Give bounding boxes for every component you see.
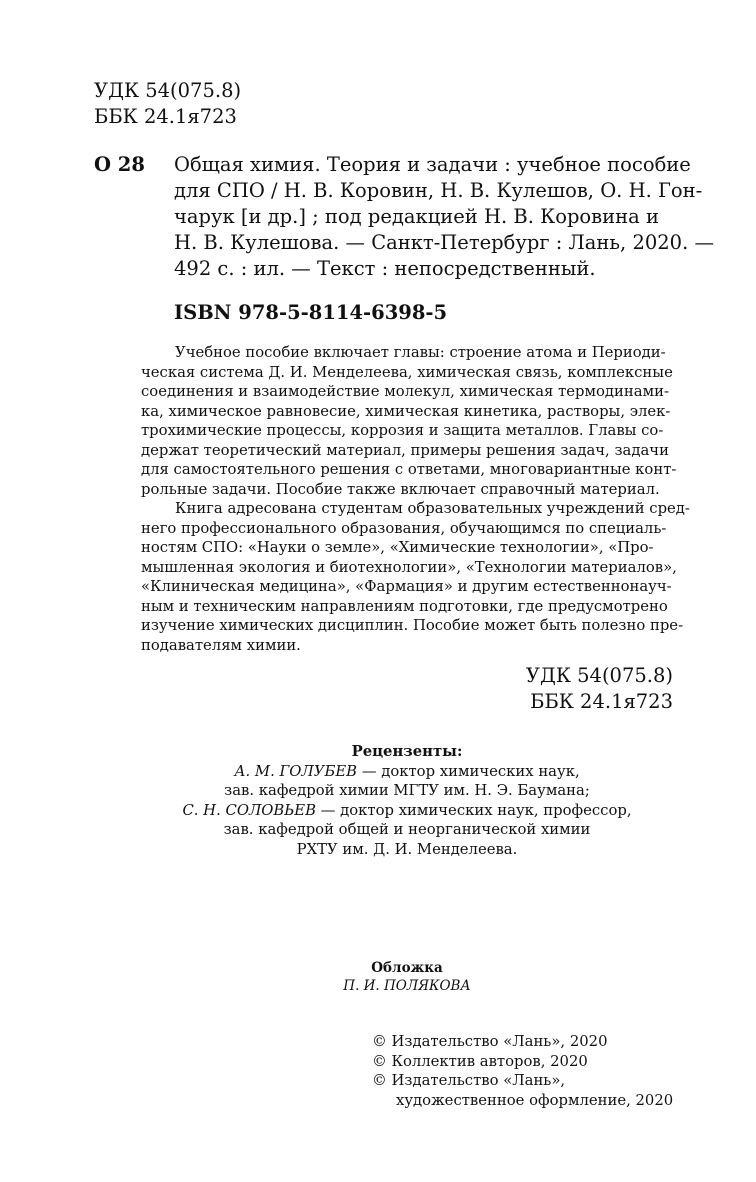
reviewer-line [141,762,673,782]
copyright-line: © Коллектив авторов, 2020 [372,1052,588,1070]
annotation-line: ностям СПО: «Науки о земле», «Химические технологии», «Про- [141,539,654,556]
reviewer-line: РХТУ им. Д. И. Менделеева. [296,840,518,858]
annotation [141,343,690,655]
entry-line: Общая химия. Теория и задачи : учебное пособие [174,153,691,176]
copyright-block [372,1032,673,1110]
copyright-line: художественное оформление, 2020 [396,1091,674,1109]
copyright-line: © Издательство «Лань», 2020 [372,1033,608,1050]
annotation-line: соединения и взаимодействие молекул, химическая термодинами- [141,383,669,400]
entry-line: для СПО / Н. В. Коровин, Н. В. Кулешов, О. Н. Гон- [174,179,703,202]
reviewer-line [141,801,673,821]
reviewer-line: зав. кафедрой общей и неорганической химии [223,821,591,838]
isbn: ISBN 978-5-8114-6398-5 [174,301,448,324]
udk-code: УДК 54(075.8) [525,664,673,687]
classification-codes-bottom [526,663,673,715]
annotation-line: «Клиническая медицина», «Фармация» и другим естественнонауч- [141,578,672,595]
reviewers-block [141,742,673,859]
reviewer-name: С. Н. СОЛОВЬЕВ [182,801,316,819]
annotation-line: Учебное пособие включает главы: строение атома и Периоди- [175,344,666,361]
annotation-line: ческая система Д. И. Менделеева, химическая связь, комплексные [141,363,673,381]
annotation-line: мышленная экология и биотехнологии», «Технологии материалов», [141,558,677,576]
reviewer-line: зав. кафедрой химии МГТУ им. Н. Э. Баумана; [224,782,590,799]
annotation-line: изучение химических дисциплин. Пособие может быть полезно пре- [141,617,684,634]
annotation-line: Книга адресована студентам образовательных учреждений сред- [175,500,690,517]
udk-code: УДК 54(075.8) [94,79,242,102]
reviewer-description: — доктор химических наук, профессор, [315,801,632,819]
copyright-line: © Издательство «Лань», [372,1072,566,1089]
annotation-line: рольные задачи. Пособие также включает справочный материал. [141,480,660,498]
bibliographic-description [174,152,714,282]
annotation-line: трохимические процессы, коррозия и защита металлов. Главы со- [141,422,664,439]
annotation-line: для самостоятельного решения с ответами, многовариантные конт- [141,461,677,478]
annotation-line: подавателям химии. [141,636,301,654]
entry-line: чарук [и др.] ; под редакцией Н. В. Коровина и [174,205,659,228]
reviewer-description: — доктор химических наук, [357,762,580,780]
reviewers-heading: Рецензенты: [351,743,463,760]
entry-line: 492 с. : ил. — Текст : непосредственный. [174,257,596,280]
author-mark: О 28 [94,153,145,176]
classification-codes-top [94,78,241,130]
annotation-line: ка, химическое равновесие, химическая кинетика, растворы, элек- [141,402,671,420]
cover-designer: П. И. ПОЛЯКОВА [343,977,471,994]
bbk-code: ББК 24.1я723 [94,105,237,128]
bbk-code: ББК 24.1я723 [530,690,673,713]
annotation-line: держат теоретический материал, примеры решения задач, задачи [141,441,669,459]
cover-heading: Обложка [371,960,443,976]
entry-line: Н. В. Кулешова. — Санкт-Петербург : Лань, 2020. — [174,231,714,254]
annotation-line: ным и техническим направлениям подготовки, где предусмотрено [141,597,668,615]
reviewer-name: А. М. ГОЛУБЕВ [234,762,358,780]
cover-credit [141,960,673,995]
annotation-line: него профессионального образования, обучающимся по специаль- [141,519,667,537]
